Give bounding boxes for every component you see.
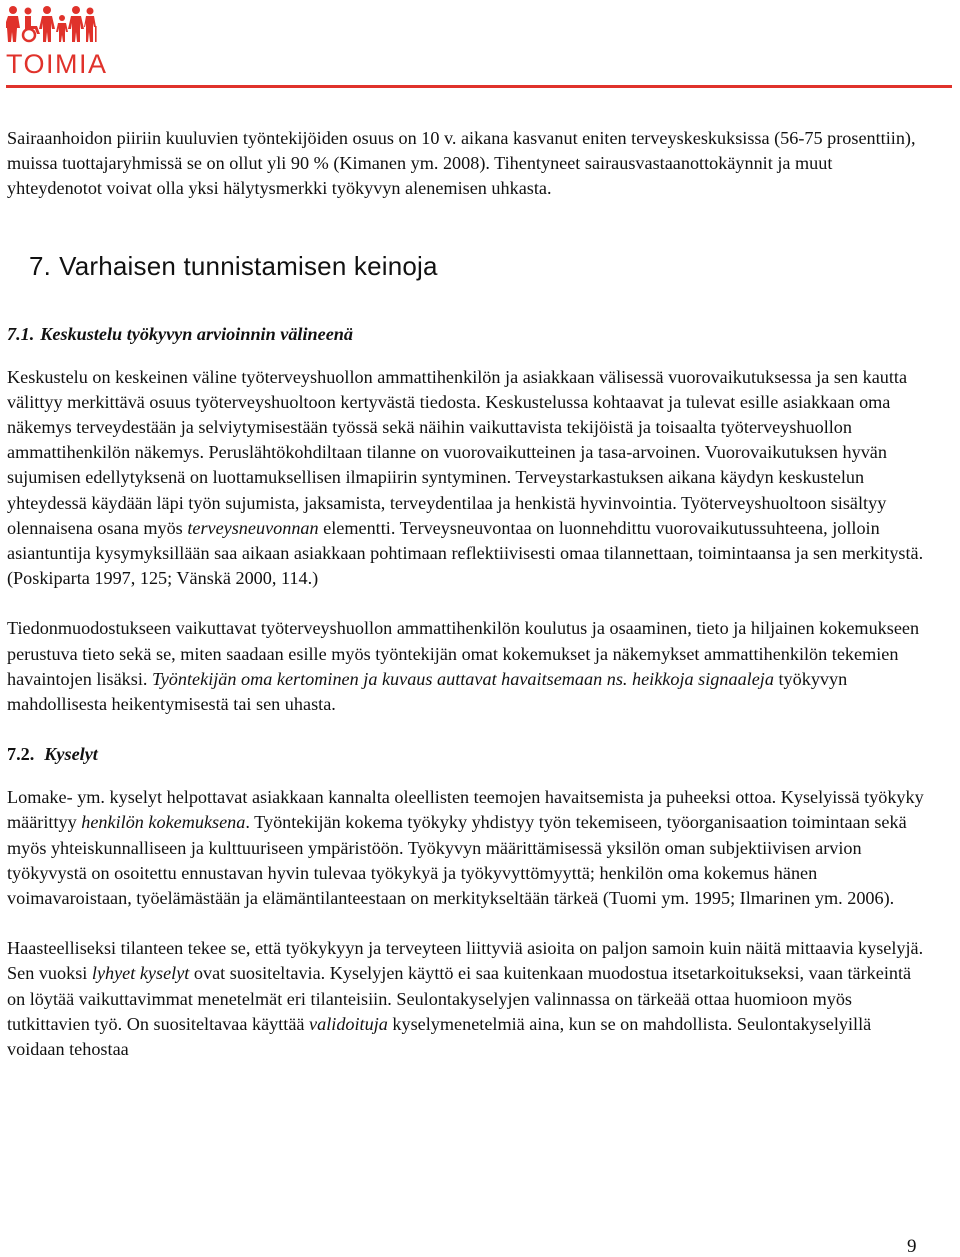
intro-paragraph: Sairaanhoidon piiriin kuuluvien työntekijöiden osuus on 10 v. aikana kasvanut eniten terveyskeskuksissa (56-75 prosenttiin), muissa tuottajaryhmissä se on ollut yli 90 % (Kimanen ym. 2008). Tihentyneet sairausvastaanottokäynnit ja muut yhteydenotot voivat olla yksi hälytysmerkki työkyvyn alenemisen uhkasta. xyxy=(7,128,916,199)
subsection-number: 7.1. xyxy=(7,323,35,344)
document-body xyxy=(7,126,927,1062)
subsection-title: Kyselyt xyxy=(44,744,98,765)
section-title: Varhaisen tunnistamisen keinoja xyxy=(59,250,438,281)
text-run: kyselymenetelmiä aina, kun se on mahdollista. Seulontakyselyillä voidaan tehostaa xyxy=(7,1013,872,1060)
italic-term: Työntekijän oma kertominen ja kuvaus auttavat havaitsemaan ns. heikkoja signaaleja xyxy=(151,668,774,689)
paragraph-keskustelu xyxy=(7,365,927,592)
text-run: elementti. Terveysneuvontaa on luonnehdittu vuorovaikutussuhteena, jolloin asiantuntija kysymyksillään saa aikaan asiakkaan pohtimaan reflektiivisesti omaa tilannettaan, toimintaansa ja sen merkitystä. (Poskiparta 1997, 125; Vänskä 2000, 114.) xyxy=(7,517,924,589)
subsection-heading-7-2 xyxy=(7,742,927,767)
header-divider xyxy=(6,85,952,88)
text-run: . Työntekijän kokema työkyky yhdistyy työn tekemiseen, työorganisaation toimintaan sekä myös yhteiskunnalliseen ja kulttuuriseen ympäristöön. Työkyvyn määrittämisessä yksilön oman subjektiivisen arvion työkyvystä on osoitettu ennustavan hyvin tulevaa työkykyä ja työkyvyttömyyttä; henkilön oma kokemus hänen voimavaroistaan, työelämästään ja elämäntilanteestaan on merkitykseltään tärkeä (Tuomi ym. 1995; Ilmarinen ym. 2006). xyxy=(7,812,907,909)
italic-term: henkilön kokemuksena xyxy=(81,812,246,833)
text-run: työkyvyn mahdollisesta heikentymisestä tai sen uhasta. xyxy=(7,668,848,715)
text-run: Haasteelliseksi tilanteen tekee se, että työkykyyn ja terveyteen liittyviä asioita on paljon samoin kuin näitä mittaavia kyselyjä. Sen vuoksi xyxy=(7,938,924,984)
section-number: 7. xyxy=(29,250,52,281)
page-header xyxy=(0,0,960,90)
subsection-title: Keskustelu työkyvyn arvioinnin välineenä xyxy=(40,323,354,344)
text-run: Keskustelu on keskeinen väline työterveyshuollon ammattihenkilön ja asiakkaan välisessä vuorovaikutuksessa ja sen kautta välittyy merkittävä osuus työterveyshuoltoon kertyvästä tiedosta. Keskustelussa kohtaavat ja tulevat esille asiakkaan oma näkemys terveydestään ja selviytymisestään työssä sekä näihin vaikuttavista tekijöistä ja toisaalta työterveyshuollon ammattihenkilön näkemys. Peruslähtökohdiltaan tilanne on vuorovaikutteinen ja tasa-arvoinen. Vuorovaikutuksen hyvän sujumisen edellytyksenä on luottamuksellisen ilmapiirin syntyminen. Terveystarkastuksen aikana käydyn keskustelun yhteydessä käydään läpi työn sujumista, jaksamista, terveydentilaa ja henkistä hyvinvointia. Työterveyshuoltoon sisältyy olennaisena osana myös xyxy=(7,366,908,538)
page-number: 9 xyxy=(907,1236,917,1257)
text-run: Lomake- ym. kyselyt helpottavat asiakkaan kannalta oleellisten teemojen havaitsemista ja puheeksi ottoa. Kyselyissä työkyky määrittyy xyxy=(7,787,924,833)
paragraph-tiedonmuodostus xyxy=(7,616,927,717)
section-heading xyxy=(29,250,927,282)
italic-term: lyhyet kyselyt xyxy=(91,963,190,984)
paragraph-haasteellinen xyxy=(7,936,927,1062)
text-run: ovat suositeltavia. Kyselyjen käyttö ei saa kuitenkaan muodostua itsetarkoitukseksi, vaan tärkeintä on löytää vaikuttavimmat menetelmät eri tilanteisiin. Seulontakyselyjen valinnassa on tärkeää ottaa huomioon myös tutkittavien työ. On suositeltavaa käyttää xyxy=(7,963,912,1034)
text-run: Tiedonmuodostukseen vaikuttavat työterveyshuollon ammattihenkilön koulutus ja osaaminen, tieto ja hiljainen kokemukseen perustuva tieto sekä se, miten saadaan esille myös työntekijän omat kokemukset ja näkemykset ammattihenkilön tekemien havaintojen lisäksi. xyxy=(7,618,920,689)
subsection-number: 7.2. xyxy=(7,744,35,765)
paragraph-lomake xyxy=(7,785,927,911)
italic-term: validoituja xyxy=(309,1013,388,1034)
logo-wordmark: TOIMIA xyxy=(6,49,108,79)
people-logo-icon xyxy=(6,4,98,44)
subsection-heading-7-1 xyxy=(7,322,927,347)
italic-term: terveysneuvonnan xyxy=(187,517,319,538)
